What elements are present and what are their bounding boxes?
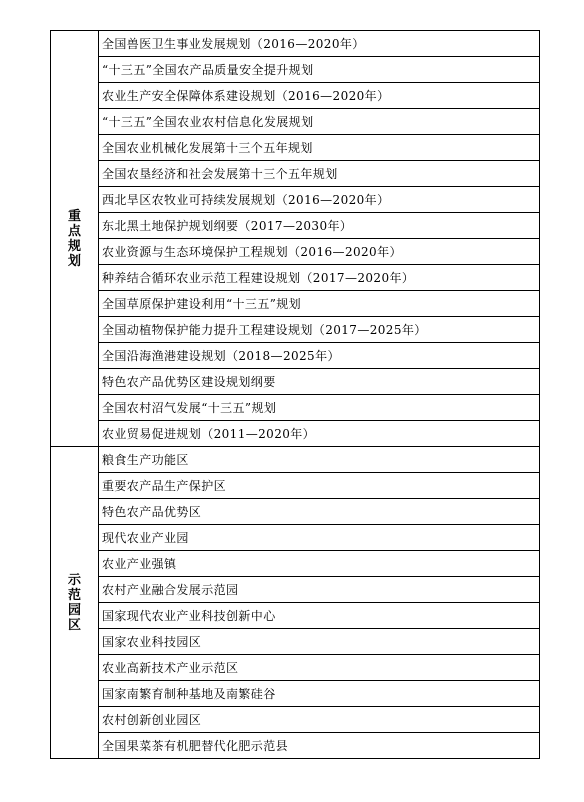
plan-item: 国家现代农业产业科技创新中心 <box>99 603 540 629</box>
plan-item: 现代农业产业园 <box>99 525 540 551</box>
table-row <box>51 369 540 395</box>
plan-item: 全国动植物保护能力提升工程建设规划（2017—2025年） <box>99 317 540 343</box>
plan-item: 农村产业融合发展示范园 <box>99 577 540 603</box>
table-row <box>51 83 540 109</box>
plan-item: 全国农村沼气发展“十三五”规划 <box>99 395 540 421</box>
table-row <box>51 291 540 317</box>
table-row <box>51 629 540 655</box>
plan-item: 农业产业强镇 <box>99 551 540 577</box>
table-row <box>51 551 540 577</box>
table-row <box>51 447 540 473</box>
plan-item: 农村创新创业园区 <box>99 707 540 733</box>
planning-table <box>50 30 540 759</box>
plan-item: 农业生产安全保障体系建设规划（2016—2020年） <box>99 83 540 109</box>
plan-item: 东北黑土地保护规划纲要（2017—2030年） <box>99 213 540 239</box>
plan-item: 全国果菜茶有机肥替代化肥示范县 <box>99 733 540 759</box>
table-row <box>51 109 540 135</box>
table-row <box>51 161 540 187</box>
table-row <box>51 499 540 525</box>
category-label: 重点规划 <box>67 208 81 269</box>
table-row <box>51 395 540 421</box>
plan-item: 农业高新技术产业示范区 <box>99 655 540 681</box>
table-row <box>51 317 540 343</box>
table-row <box>51 31 540 57</box>
plan-item: 全国草原保护建设利用“十三五”规划 <box>99 291 540 317</box>
plan-item: 国家农业科技园区 <box>99 629 540 655</box>
table-row <box>51 577 540 603</box>
table-row <box>51 655 540 681</box>
plan-item: 国家南繁育制种基地及南繁硅谷 <box>99 681 540 707</box>
table-row <box>51 707 540 733</box>
plan-item: 农业贸易促进规划（2011—2020年） <box>99 421 540 447</box>
table-row <box>51 135 540 161</box>
plan-item: 全国农业机械化发展第十三个五年规划 <box>99 135 540 161</box>
plan-item: 全国农垦经济和社会发展第十三个五年规划 <box>99 161 540 187</box>
table-row <box>51 681 540 707</box>
plan-item: 重要农产品生产保护区 <box>99 473 540 499</box>
plan-item: 全国沿海渔港建设规划（2018—2025年） <box>99 343 540 369</box>
table-row <box>51 473 540 499</box>
table-row <box>51 343 540 369</box>
category-cell <box>51 31 99 447</box>
plan-item: 全国兽医卫生事业发展规划（2016—2020年） <box>99 31 540 57</box>
plan-item: 西北旱区农牧业可持续发展规划（2016—2020年） <box>99 187 540 213</box>
category-cell <box>51 447 99 759</box>
table-row <box>51 239 540 265</box>
table-row <box>51 603 540 629</box>
plan-item: 农业资源与生态环境保护工程规划（2016—2020年） <box>99 239 540 265</box>
table-row <box>51 57 540 83</box>
table-row <box>51 265 540 291</box>
table-row <box>51 187 540 213</box>
category-label: 示范园区 <box>67 572 81 633</box>
table-row <box>51 733 540 759</box>
plan-item: “十三五”全国农业农村信息化发展规划 <box>99 109 540 135</box>
table-row <box>51 213 540 239</box>
plan-item: 种养结合循环农业示范工程建设规划（2017—2020年） <box>99 265 540 291</box>
plan-item: 特色农产品优势区 <box>99 499 540 525</box>
table-row <box>51 421 540 447</box>
table-body <box>51 31 540 759</box>
plan-item: 粮食生产功能区 <box>99 447 540 473</box>
plan-item: 特色农产品优势区建设规划纲要 <box>99 369 540 395</box>
plan-item: “十三五”全国农产品质量安全提升规划 <box>99 57 540 83</box>
table-row <box>51 525 540 551</box>
